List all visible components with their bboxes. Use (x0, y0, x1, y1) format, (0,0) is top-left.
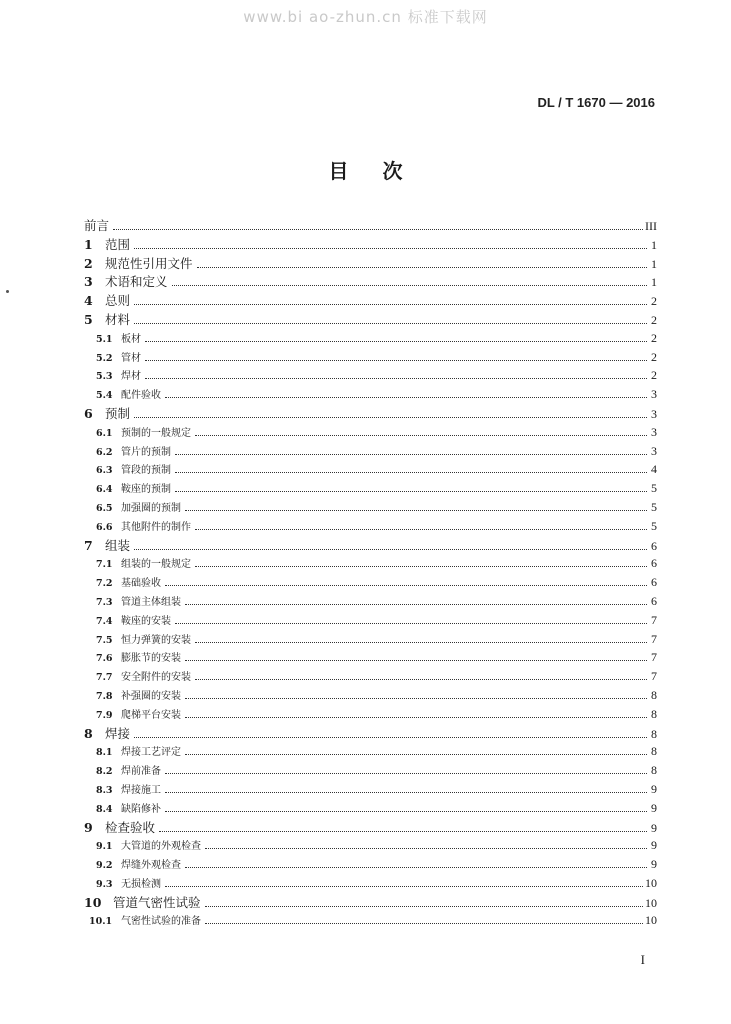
toc-entry-number: 6.3 (96, 465, 113, 477)
toc-entry-number: 3 (84, 274, 93, 290)
toc-entry-title: 术语和定义 (105, 274, 168, 290)
toc-leader-dots (175, 611, 647, 624)
toc-subentry[interactable] (84, 517, 657, 536)
toc-entry-page: 7 (651, 612, 657, 627)
toc-subentry[interactable] (84, 479, 657, 498)
toc-entry[interactable] (84, 310, 657, 329)
toc-entry-number: 10.1 (89, 916, 113, 928)
toc-entry-title: 大管道的外观检查 (121, 841, 201, 853)
toc-leader-dots (195, 630, 647, 643)
toc-entry-number: 5.4 (96, 390, 113, 402)
toc-subentry[interactable] (84, 348, 657, 367)
toc-entry-page: 2 (651, 349, 657, 364)
toc-entry-title: 焊材 (121, 371, 141, 383)
toc-entry-title: 气密性试验的准备 (121, 916, 201, 928)
toc-subentry[interactable] (84, 329, 657, 348)
toc-subentry[interactable] (84, 761, 657, 780)
toc-entry-title: 补强圈的安装 (121, 690, 181, 702)
toc-entry-page: 2 (651, 368, 657, 383)
toc-entry-page: 10 (645, 875, 657, 890)
toc-entry-title: 膨胀节的安装 (121, 653, 181, 665)
toc-entry-page: 7 (651, 650, 657, 665)
toc-leader-dots (205, 836, 647, 849)
toc-subentry[interactable] (84, 498, 657, 517)
toc-leader-dots (172, 273, 647, 286)
table-of-contents (84, 216, 657, 930)
toc-subentry[interactable] (84, 911, 657, 930)
toc-entry-title: 配件验收 (121, 390, 161, 402)
toc-entry-title: 前言 (84, 218, 110, 233)
toc-leader-dots (165, 799, 647, 812)
toc-subentry[interactable] (84, 592, 657, 611)
toc-entry-page: 5 (651, 481, 657, 496)
page-title: 目次 (328, 159, 437, 183)
toc-entry-title: 恒力弹簧的安装 (121, 634, 191, 646)
toc-entry-page: 8 (651, 744, 657, 759)
watermark-text: www.bi ao-zhun.cn 标准下载网 (243, 8, 488, 26)
toc-entry-page: 5 (651, 499, 657, 514)
toc-entry[interactable] (84, 818, 657, 837)
toc-entry-page: 9 (651, 838, 657, 853)
toc-leader-dots (175, 442, 647, 455)
toc-entry-page: 7 (651, 669, 657, 684)
toc-entry-title: 鞍座的安装 (121, 615, 171, 627)
toc-entry-number: 1 (84, 236, 93, 252)
toc-subentry[interactable] (84, 836, 657, 855)
toc-entry-page: 2 (651, 312, 657, 327)
toc-entry-page: 9 (651, 781, 657, 796)
toc-entry-title: 组装 (105, 537, 131, 553)
toc-entry-number: 4 (84, 293, 93, 309)
toc-entry[interactable] (84, 291, 657, 310)
toc-leader-dots (159, 819, 647, 832)
toc-entry[interactable] (84, 254, 657, 273)
toc-subentry[interactable] (84, 573, 657, 592)
page-number: I (640, 952, 645, 967)
toc-leader-dots (165, 573, 647, 586)
toc-entry-title: 组装的一般规定 (121, 559, 191, 571)
toc-leader-dots (195, 554, 647, 567)
toc-entry-number: 9.1 (96, 841, 113, 853)
toc-entry-number: 6 (84, 405, 93, 421)
toc-entry-page: 9 (651, 857, 657, 872)
toc-entry-page: 8 (651, 763, 657, 778)
toc-entry[interactable] (84, 536, 657, 555)
toc-entry-page: 8 (651, 726, 657, 741)
toc-entry-number: 2 (84, 255, 93, 271)
toc-entry-number: 7.9 (96, 709, 113, 721)
toc-entry-title: 基础验收 (121, 578, 161, 590)
toc-leader-dots (185, 742, 647, 755)
toc-entry-title: 焊接施工 (121, 784, 161, 796)
toc-entry-title: 焊缝外观检查 (121, 860, 181, 872)
toc-entry[interactable] (84, 893, 657, 912)
toc-entry-number: 10 (84, 894, 102, 910)
toc-entry-title: 预制的一般规定 (121, 427, 191, 439)
toc-entry-title: 管片的预制 (121, 446, 171, 458)
toc-entry[interactable] (84, 216, 657, 235)
toc-entry-number: 8.2 (96, 766, 113, 778)
toc-leader-dots (195, 667, 647, 680)
toc-subentry[interactable] (84, 460, 657, 479)
toc-subentry[interactable] (84, 742, 657, 761)
toc-entry-page: 2 (651, 330, 657, 345)
toc-entry-number: 6.4 (96, 484, 113, 496)
toc-entry-title: 缺陷修补 (121, 803, 161, 815)
toc-entry-page: 4 (651, 462, 657, 477)
toc-subentry[interactable] (84, 874, 657, 893)
toc-entry[interactable] (84, 404, 657, 423)
toc-entry-title: 范围 (105, 236, 131, 252)
toc-entry-title: 加强圈的预制 (121, 502, 181, 514)
toc-leader-dots (165, 874, 643, 887)
toc-entry-title: 安全附件的安装 (121, 672, 191, 684)
toc-entry-number: 9.3 (96, 878, 113, 890)
toc-subentry[interactable] (84, 366, 657, 385)
toc-leader-dots (185, 855, 647, 868)
toc-subentry[interactable] (84, 686, 657, 705)
toc-leader-dots (165, 385, 647, 398)
toc-entry-title: 检查验收 (105, 819, 156, 835)
toc-leader-dots (165, 761, 647, 774)
toc-entry-page: 1 (651, 275, 657, 290)
toc-entry-title: 规范性引用文件 (105, 255, 193, 271)
toc-entry-number: 6.2 (96, 446, 113, 458)
scan-speck (6, 290, 9, 293)
toc-entry-page: 5 (651, 518, 657, 533)
toc-entry-page: 7 (651, 631, 657, 646)
toc-entry-title: 焊前准备 (121, 766, 161, 778)
toc-leader-dots (145, 366, 647, 379)
toc-leader-dots (205, 894, 643, 907)
toc-entry-title: 板材 (121, 333, 141, 345)
toc-entry-page: 9 (651, 800, 657, 815)
toc-leader-dots (195, 517, 647, 530)
toc-entry-page: 3 (651, 424, 657, 439)
toc-leader-dots (185, 648, 647, 661)
toc-leader-dots (134, 405, 647, 418)
toc-entry-number: 9 (84, 819, 93, 835)
toc-leader-dots (134, 311, 647, 324)
toc-entry-number: 8.4 (96, 803, 113, 815)
toc-subentry[interactable] (84, 630, 657, 649)
toc-leader-dots (165, 780, 647, 793)
toc-entry-number: 8 (84, 725, 93, 741)
toc-subentry[interactable] (84, 705, 657, 724)
toc-subentry[interactable] (84, 385, 657, 404)
toc-entry[interactable] (84, 235, 657, 254)
toc-subentry[interactable] (84, 855, 657, 874)
toc-entry-title: 预制 (105, 405, 131, 421)
toc-entry-number: 7.5 (96, 634, 113, 646)
toc-entry-title: 无损检测 (121, 878, 161, 890)
toc-entry-number: 8.3 (96, 784, 113, 796)
toc-entry-page: III (645, 219, 657, 233)
toc-subentry[interactable] (84, 554, 657, 573)
toc-leader-dots (134, 292, 647, 305)
toc-entry-title: 管段的预制 (121, 465, 171, 477)
toc-leader-dots (185, 705, 647, 718)
toc-entry[interactable] (84, 272, 657, 291)
toc-entry-title: 总则 (105, 293, 131, 309)
toc-entry-page: 9 (651, 820, 657, 835)
toc-leader-dots (113, 217, 643, 230)
toc-leader-dots (134, 725, 647, 738)
toc-entry-page: 3 (651, 443, 657, 458)
toc-leader-dots (195, 423, 647, 436)
toc-entry-number: 5.2 (96, 352, 113, 364)
toc-subentry[interactable] (84, 611, 657, 630)
toc-subentry[interactable] (84, 423, 657, 442)
toc-leader-dots (134, 537, 647, 550)
toc-entry[interactable] (84, 724, 657, 743)
toc-leader-dots (185, 498, 647, 511)
toc-entry-number: 6.6 (96, 521, 113, 533)
toc-entry-page: 10 (645, 895, 657, 910)
toc-entry-number: 7.1 (96, 559, 113, 571)
toc-leader-dots (175, 460, 647, 473)
toc-entry-title: 其他附件的制作 (121, 521, 191, 533)
toc-entry-title: 鞍座的预制 (121, 484, 171, 496)
toc-leader-dots (145, 348, 647, 361)
toc-subentry[interactable] (84, 799, 657, 818)
toc-entry-number: 9.2 (96, 860, 113, 872)
toc-leader-dots (185, 686, 647, 699)
toc-entry-page: 1 (651, 256, 657, 271)
toc-entry-number: 6.5 (96, 502, 113, 514)
toc-entry-page: 6 (651, 556, 657, 571)
document-code: DL / T 1670 — 2016 (537, 95, 655, 110)
toc-entry-page: 1 (651, 237, 657, 252)
toc-entry-number: 7.4 (96, 615, 113, 627)
toc-entry-number: 5 (84, 311, 93, 327)
toc-entry-number: 8.1 (96, 747, 113, 759)
toc-entry-page: 2 (651, 294, 657, 309)
toc-entry-number: 7 (84, 537, 93, 553)
toc-entry-page: 3 (651, 406, 657, 421)
toc-entry-title: 爬梯平台安装 (121, 709, 181, 721)
toc-entry-page: 10 (645, 913, 657, 928)
toc-leader-dots (197, 255, 647, 268)
toc-entry-title: 焊接工艺评定 (121, 747, 181, 759)
toc-leader-dots (134, 236, 647, 249)
toc-leader-dots (175, 479, 647, 492)
toc-subentry[interactable] (84, 442, 657, 461)
toc-entry-number: 7.6 (96, 653, 113, 665)
toc-subentry[interactable] (84, 780, 657, 799)
toc-entry-number: 7.2 (96, 578, 113, 590)
toc-entry-page: 8 (651, 706, 657, 721)
toc-leader-dots (185, 592, 647, 605)
toc-entry-number: 5.3 (96, 371, 113, 383)
toc-entry-title: 管材 (121, 352, 141, 364)
toc-entry-number: 7.8 (96, 690, 113, 702)
toc-entry-number: 5.1 (96, 333, 113, 345)
toc-entry-number: 6.1 (96, 427, 113, 439)
toc-subentry[interactable] (84, 648, 657, 667)
toc-entry-title: 管道主体组装 (121, 596, 181, 608)
toc-leader-dots (205, 911, 643, 924)
toc-entry-title: 焊接 (105, 725, 131, 741)
toc-entry-title: 管道气密性试验 (113, 894, 201, 910)
toc-leader-dots (145, 329, 647, 342)
toc-entry-page: 6 (651, 593, 657, 608)
toc-entry-number: 7.3 (96, 596, 113, 608)
toc-entry-page: 3 (651, 387, 657, 402)
toc-entry-page: 6 (651, 538, 657, 553)
toc-subentry[interactable] (84, 667, 657, 686)
toc-entry-title: 材料 (105, 311, 131, 327)
toc-entry-page: 8 (651, 687, 657, 702)
toc-entry-number: 7.7 (96, 672, 113, 684)
toc-entry-page: 6 (651, 575, 657, 590)
